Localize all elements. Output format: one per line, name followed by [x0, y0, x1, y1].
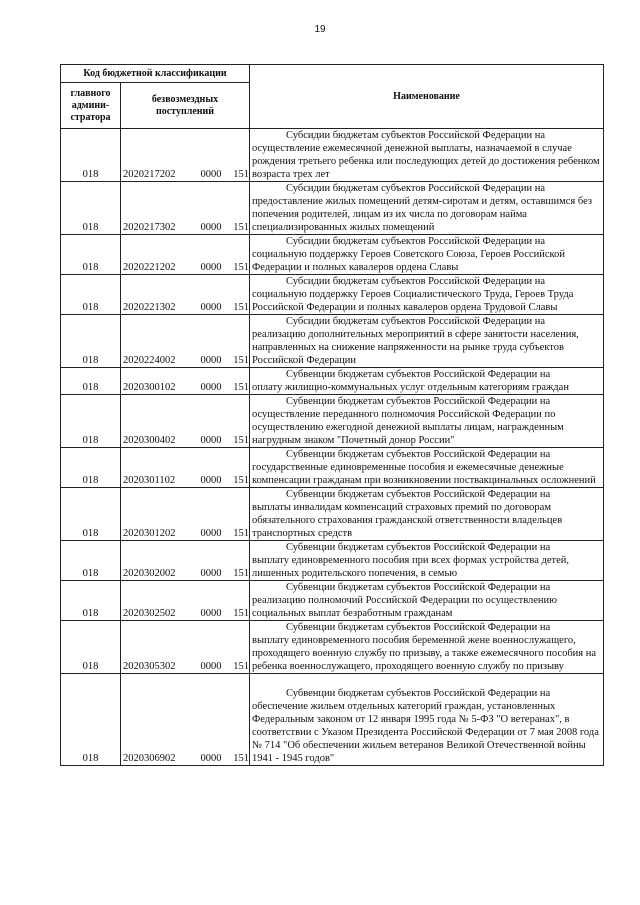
- name-continuation: выплату единовременного пособия беременной жене военнослужащего, проходящего военную службу по призыву, а также ежемесячного пособия на ребенка военнослужащего, проходящего военную службу по призыву: [252, 635, 597, 672]
- name-continuation: оплату жилищно-коммунальных услуг отдельным категориям граждан: [252, 382, 569, 393]
- receipt-code-main: 2020301102: [123, 475, 176, 486]
- receipt-code-subtype: 0000: [200, 475, 222, 486]
- receipt-code-cell: [121, 368, 250, 395]
- receipt-code-cell: [121, 235, 250, 275]
- name-cell: [250, 129, 604, 182]
- admin-code-cell: 018: [61, 129, 121, 182]
- name-first-line: Субсидии бюджетам субъектов Российской Федерации на: [286, 183, 546, 194]
- receipt-code-main: 2020302002: [123, 568, 176, 579]
- header-budget-classification-code: Код бюджетной классификации: [61, 65, 250, 83]
- name-continuation: реализацию дополнительных мероприятий в сфере занятости населения, направленных на снижение напряженности на рынке труда субъектов Российской Федерации: [252, 329, 579, 366]
- name-cell: [250, 448, 604, 488]
- receipt-code-kosgu: 151: [233, 528, 249, 539]
- receipt-code-main: 2020305302: [123, 661, 176, 672]
- table-row: [61, 315, 604, 368]
- table-row: [61, 235, 604, 275]
- receipt-code-subtype: 0000: [200, 435, 222, 446]
- name-continuation: предоставление жилых помещений детям-сиротам и детям, оставшимся без попечения родителей, лицам из их числа по договорам найма специализированных жилых помещений: [252, 196, 593, 233]
- receipt-code-main: 2020221202: [123, 262, 176, 273]
- receipt-code-kosgu: 151: [233, 475, 249, 486]
- name-cell: [250, 488, 604, 541]
- header-main-administrator: главного админи-стратора: [61, 83, 121, 129]
- receipt-code-subtype: 0000: [200, 661, 222, 672]
- name-first-line: Субвенции бюджетам субъектов Российской Федерации на: [286, 622, 551, 633]
- table-row: [61, 448, 604, 488]
- admin-code-cell: 018: [61, 488, 121, 541]
- name-first-line: Субвенции бюджетам субъектов Российской Федерации на: [286, 489, 551, 500]
- receipt-code-kosgu: 151: [233, 568, 249, 579]
- receipt-code-main: 2020224002: [123, 355, 176, 366]
- name-continuation: выплаты инвалидам компенсаций страховых премий по договорам обязательного страхования гражданской ответственности владельцев транспортных средств: [252, 502, 563, 539]
- receipt-code-main: 2020217302: [123, 222, 176, 233]
- receipt-code-cell: [121, 182, 250, 235]
- name-first-line: Субвенции бюджетам субъектов Российской Федерации на: [286, 449, 551, 460]
- table-body: [61, 129, 604, 766]
- header-gratuitous-receipts: безвозмездных поступлений: [121, 83, 250, 129]
- name-continuation: выплату единовременного пособия при всех формах устройства детей, лишенных родительского попечения, в семью: [252, 555, 570, 579]
- name-continuation: социальную поддержку Героев Советского Союза, Героев Российской Федерации и полных кавалеров ордена Славы: [252, 249, 565, 273]
- name-first-line: Субвенции бюджетам субъектов Российской Федерации на: [286, 582, 551, 593]
- name-cell: [250, 395, 604, 448]
- receipt-code-main: 2020217202: [123, 169, 176, 180]
- receipt-code-main: 2020306902: [123, 753, 176, 764]
- budget-classification-table: [60, 64, 604, 766]
- name-continuation: социальную поддержку Героев Социалистического Труда, Героев Труда Российской Федерации и полных кавалеров ордена Трудовой Славы: [252, 289, 574, 313]
- receipt-code-subtype: 0000: [200, 355, 222, 366]
- name-first-line: Субсидии бюджетам субъектов Российской Федерации на: [286, 276, 546, 287]
- table-row: [61, 395, 604, 448]
- receipt-code-subtype: 0000: [200, 262, 222, 273]
- admin-code-cell: 018: [61, 621, 121, 674]
- receipt-code-main: 2020221302: [123, 302, 176, 313]
- name-first-line: Субвенции бюджетам субъектов Российской Федерации на: [286, 688, 551, 699]
- table-row: [61, 368, 604, 395]
- receipt-code-subtype: 0000: [200, 753, 222, 764]
- admin-code-cell: 018: [61, 581, 121, 621]
- name-first-line: Субсидии бюджетам субъектов Российской Федерации на: [286, 130, 546, 141]
- name-continuation: осуществление ежемесячной денежной выплаты, назначаемой в случае рождения третьего ребенка или последующих детей до достижения ребенком возраста трех лет: [252, 143, 600, 180]
- receipt-code-cell: [121, 315, 250, 368]
- receipt-code-cell: [121, 488, 250, 541]
- receipt-code-subtype: 0000: [200, 382, 222, 393]
- receipt-code-cell: [121, 541, 250, 581]
- name-cell: [250, 368, 604, 395]
- name-first-line: Субвенции бюджетам субъектов Российской Федерации на: [286, 396, 551, 407]
- admin-code-cell: 018: [61, 182, 121, 235]
- receipt-code-main: 2020300402: [123, 435, 176, 446]
- table-row: [61, 488, 604, 541]
- admin-code-cell: 018: [61, 368, 121, 395]
- table-row: [61, 129, 604, 182]
- name-continuation: обеспечение жильем отдельных категорий граждан, установленных Федеральным законом от 12 января 1995 года № 5-ФЗ "О ветеранах", в соответствии с Указом Президента Российской Федерации от 7 мая 2008 года № 714 "Об обеспечении жильем ветеранов Великой Отечественной войны 1941 - 1945 годов": [252, 701, 599, 764]
- table-row: [61, 541, 604, 581]
- receipt-code-subtype: 0000: [200, 528, 222, 539]
- receipt-code-kosgu: 151: [233, 661, 249, 672]
- receipt-code-subtype: 0000: [200, 302, 222, 313]
- name-first-line: Субсидии бюджетам субъектов Российской Федерации на: [286, 316, 546, 327]
- name-cell: [250, 315, 604, 368]
- receipt-code-main: 2020300102: [123, 382, 176, 393]
- admin-code-cell: 018: [61, 541, 121, 581]
- table-row: [61, 581, 604, 621]
- receipt-code-kosgu: 151: [233, 169, 249, 180]
- receipt-code-kosgu: 151: [233, 382, 249, 393]
- receipt-code-cell: [121, 581, 250, 621]
- receipt-code-kosgu: 151: [233, 302, 249, 313]
- name-cell: [250, 235, 604, 275]
- name-cell: [250, 182, 604, 235]
- receipt-code-subtype: 0000: [200, 169, 222, 180]
- header-name: Наименование: [250, 65, 604, 129]
- table-row: [61, 182, 604, 235]
- receipt-code-cell: [121, 129, 250, 182]
- receipt-code-cell: [121, 395, 250, 448]
- admin-code-cell: 018: [61, 674, 121, 766]
- receipt-code-cell: [121, 621, 250, 674]
- receipt-code-subtype: 0000: [200, 608, 222, 619]
- admin-code-cell: 018: [61, 315, 121, 368]
- table-row: [61, 621, 604, 674]
- receipt-code-subtype: 0000: [200, 568, 222, 579]
- name-cell: [250, 541, 604, 581]
- name-cell: [250, 275, 604, 315]
- table-row: [61, 674, 604, 766]
- name-first-line: Субвенции бюджетам субъектов Российской Федерации на: [286, 542, 551, 553]
- receipt-code-kosgu: 151: [233, 222, 249, 233]
- receipt-code-main: 2020301202: [123, 528, 176, 539]
- receipt-code-cell: [121, 674, 250, 766]
- name-cell: [250, 581, 604, 621]
- name-cell: [250, 674, 604, 766]
- receipt-code-kosgu: 151: [233, 435, 249, 446]
- receipt-code-kosgu: 151: [233, 355, 249, 366]
- receipt-code-cell: [121, 275, 250, 315]
- name-continuation: осуществление переданного полномочия Российской Федерации по осуществлению ежегодной денежной выплаты лицам, награжденным нагрудным знаком "Почетный донор России": [252, 409, 564, 446]
- name-cell: [250, 621, 604, 674]
- table-row: [61, 275, 604, 315]
- page-number: 19: [314, 24, 326, 35]
- name-first-line: Субсидии бюджетам субъектов Российской Федерации на: [286, 236, 546, 247]
- admin-code-cell: 018: [61, 448, 121, 488]
- receipt-code-kosgu: 151: [233, 753, 249, 764]
- receipt-code-subtype: 0000: [200, 222, 222, 233]
- name-continuation: государственные единовременные пособия и ежемесячные денежные компенсации гражданам при возникновении поствакцинальных осложнений: [252, 462, 596, 486]
- name-continuation: реализацию полномочий Российской Федерации по осуществлению социальных выплат безработным гражданам: [252, 595, 558, 619]
- receipt-code-kosgu: 151: [233, 608, 249, 619]
- admin-code-cell: 018: [61, 395, 121, 448]
- admin-code-cell: 018: [61, 235, 121, 275]
- receipt-code-main: 2020302502: [123, 608, 176, 619]
- receipt-code-kosgu: 151: [233, 262, 249, 273]
- name-first-line: Субвенции бюджетам субъектов Российской Федерации на: [286, 369, 551, 380]
- receipt-code-cell: [121, 448, 250, 488]
- admin-code-cell: 018: [61, 275, 121, 315]
